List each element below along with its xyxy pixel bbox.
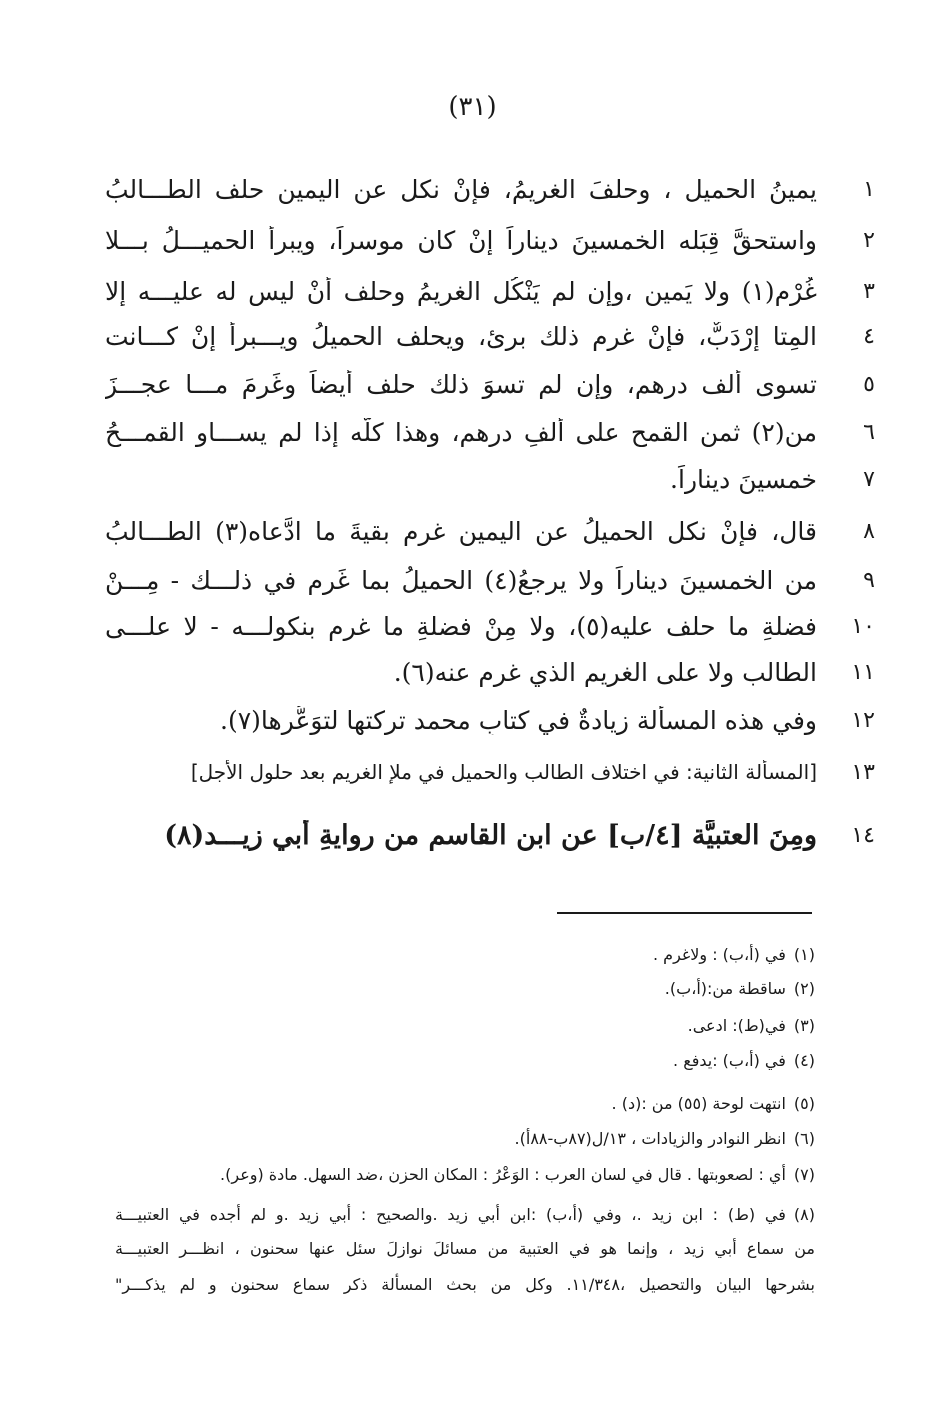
line-text: الطالب ولا على الغريم الذي غرم عنه(٦). [393, 657, 817, 687]
text-line [105, 409, 875, 455]
section-heading: [المسألة الثانية: في اختلاف الطالب والحميل في ملإ الغريم بعد حلول الأجل] [190, 760, 817, 784]
footnote-number: (٥) [793, 1094, 815, 1113]
line-number: ١٣ [851, 759, 875, 785]
footnote-continuation: من سماع أبي زيد ، وإنما هو في العتبية من مسائلَ نوازلَ سئل عنها سحنون ، انظـــر العتبيـــة [115, 1239, 815, 1258]
text-line [105, 557, 875, 603]
text-line [105, 166, 875, 212]
line-text: قال، فإنْ نكل الحميلُ عن اليمينِ غرم بقيةَ ما ادَّعاه(٣) الطـــالبُ [105, 516, 817, 546]
footnote [115, 1200, 815, 1230]
footnote-number: (٦) [793, 1129, 815, 1148]
footnote-text: في (أ،ب) : ولاغرم . [652, 945, 786, 964]
footnote [115, 1046, 815, 1076]
footnote-continuation: بشرحها البيان والتحصيل ،١١/٣٤٨. وكل من بحث المسألة ذكر سماع سحنون و لم يذكـــر" [115, 1275, 815, 1294]
footnote-number: (٣) [793, 1016, 815, 1035]
footnote-text: ساقطة من:(أ،ب). [664, 979, 786, 998]
footnote [115, 1011, 815, 1041]
footnote-text: انتهت لوحة (٥٥) من :(د) . [611, 1094, 786, 1113]
line-text: من الخمسينَ ديناراً ولا يرجعُ(٤) الحميلُ بما غَرم في ذلـــك - مِـــنْ [105, 565, 817, 595]
text-line [105, 812, 875, 858]
line-text: من(٢) ثمنِ القمحِ على ألفِ درهمٍ، وهذا كلُّه إذا لم يســـاوِ القمـــحُ [105, 417, 817, 447]
line-number: ٦ [863, 419, 875, 445]
text-line [105, 361, 875, 407]
footnote-divider [557, 912, 812, 914]
footnote-number: (١) [793, 945, 815, 964]
footnote [115, 974, 815, 1004]
text-line [105, 217, 875, 263]
footnote-number: (٨) [793, 1205, 815, 1224]
footnote [115, 1124, 815, 1154]
line-number: ٤ [863, 323, 875, 349]
line-number: ١٢ [851, 707, 875, 733]
line-number: ١١ [851, 659, 875, 685]
line-number: ٩ [863, 567, 875, 593]
footnote-number: (٤) [793, 1051, 815, 1070]
footnote-number: (٧) [793, 1165, 815, 1184]
line-number: ١٠ [851, 613, 875, 639]
footnote-text: أي : لصعوبتها . قال في لسان العرب : الوَعْرُ : المكان الحزن ،ضد السهل. مادة (وعر). [220, 1165, 786, 1184]
text-line [105, 313, 875, 359]
line-number: ٨ [863, 518, 875, 544]
line-number: ٥ [863, 371, 875, 397]
line-text: غُرْمٍ(١) ولا يَمينٍ ،وإن لم يَنْكُلِ الغريمُ وحلف أنْ ليس له عليـــه إلا [105, 276, 817, 306]
line-number: ٧ [863, 466, 875, 492]
line-number: ٢ [863, 227, 875, 253]
line-text: خمسينَ ديناراً. [670, 464, 817, 494]
line-text: فضلةِ ما حلف عليه(٥)، ولا مِنْ فضلةِ ما غرم بنكولـــه - لا علـــى [105, 611, 817, 641]
line-text: واستحقَّ قِبَله الخمسينَ ديناراً إنْ كان موسراً، ويبرأ الحميـــلُ بـــلا [105, 225, 817, 255]
line-text: وفي هذه المسألة زيادةٌ في كتابِ محمد تركتها لتوَعُّرِها(٧). [220, 705, 817, 735]
line-number: ١٤ [851, 822, 875, 848]
text-line [105, 268, 875, 314]
footnote-text: في (ط) : ابن زيد .، وفي (أ،ب) :ابن أبي زيد .والصحيح : أبي زيد .و لم أجده في العتبيـــة [115, 1205, 786, 1224]
footnote-text: في (أ،ب) :يدفع . [673, 1051, 786, 1070]
text-line [105, 603, 875, 649]
text-line [105, 508, 875, 554]
footnote-number: (٢) [793, 979, 815, 998]
text-line [105, 456, 875, 502]
footnote [115, 1089, 815, 1119]
footnote-text: انظر النوادر والزيادات ، ١٣/ل(٨٧ب-٨٨أ). [514, 1129, 786, 1148]
line-text: ومِنَ العتبيَّة [٤/ب] عن ابنِ القاسم من روايةِ أبي زيـــد(٨) [164, 819, 817, 851]
line-number: ٣ [863, 278, 875, 304]
line-text: يمينُ الحميلِ ، وحلفَ الغريمُ، فإنْ نكل عن اليمينِ حلف الطـــالبُ [105, 174, 817, 204]
page-number: (٣١) [448, 92, 497, 122]
footnote-text: في(ط): ادعى. [687, 1016, 786, 1035]
line-text: المِتا إرْدَبٌّ، فإنْ غرم ذلك برئ، ويحلف الحميلُ ويـــبرأ إنْ كـــانت [105, 321, 817, 351]
line-number: ١ [863, 176, 875, 202]
footnote [115, 1160, 815, 1190]
text-line [105, 649, 875, 695]
section-heading-line [105, 749, 875, 795]
footnote [115, 940, 815, 970]
line-text: تسوى ألف درهمٍ، وإن لم تسوَ ذلك حلف أيضاً وغَرِمَ مـــا عجـــزَ [105, 369, 817, 399]
text-line [105, 697, 875, 743]
